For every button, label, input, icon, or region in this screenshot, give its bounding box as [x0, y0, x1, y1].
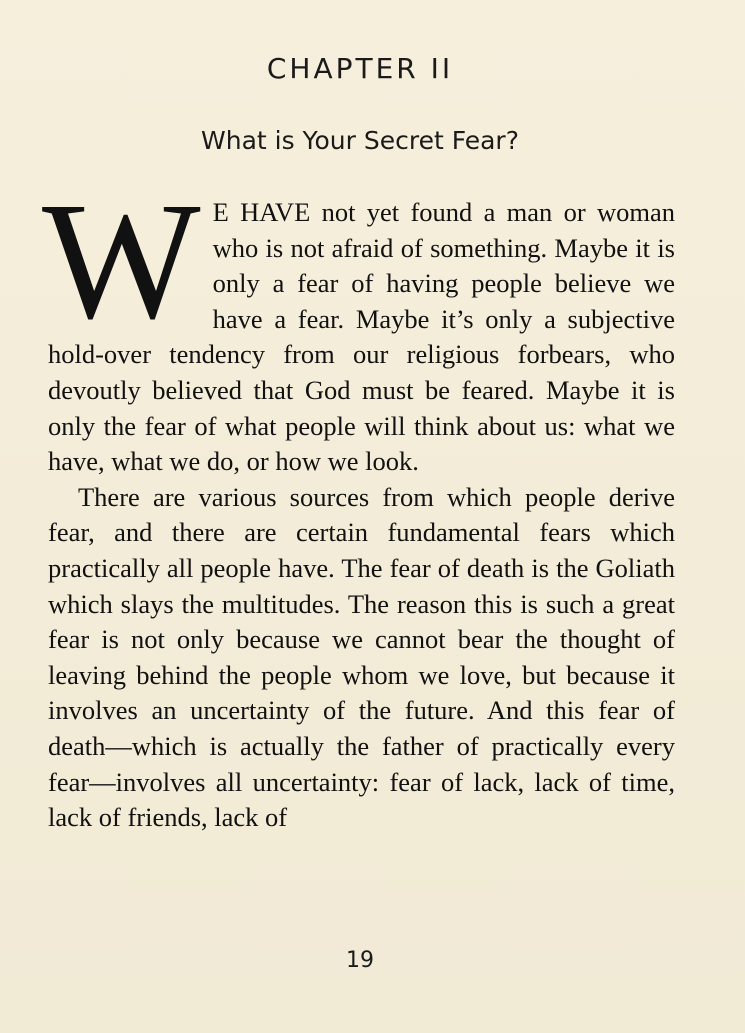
chapter-title: What is Your Secret Fear?	[201, 126, 519, 155]
drop-cap-letter: W	[42, 168, 201, 354]
paragraph-2	[48, 480, 675, 836]
paragraph-2-text: There are various sources from which people derive fear, and there are certain fundamental fears which practically all people have. The fear of death is the Goliath which slays the multitudes. The reason this is such a great fear is not only because we cannot bear the thought of leaving behind the people whom we love, but because it involves an uncertainty of the future. And this fear of death—which is actually the father of practically every fear—involves all uncertainty: fear of lack, lack of time, lack of friends, lack of	[48, 481, 675, 833]
body-text	[42, 168, 675, 836]
paragraph-1-lead-in: E HAVE	[212, 197, 311, 227]
chapter-heading: CHAPTER II	[266, 52, 454, 85]
paragraph-1	[42, 168, 675, 480]
paragraph-1-text: not yet found a man or woman who is not afraid of something. Maybe it is only a fear of having people believe we have a fear. Maybe it’s only a subjective hold-over tendency from our religious forbears, who devoutly believed that God must be feared. Maybe it is only the fear of what people will think about us: what we have, what we do, or how we look.	[48, 197, 675, 477]
page-number: 19	[346, 948, 374, 973]
